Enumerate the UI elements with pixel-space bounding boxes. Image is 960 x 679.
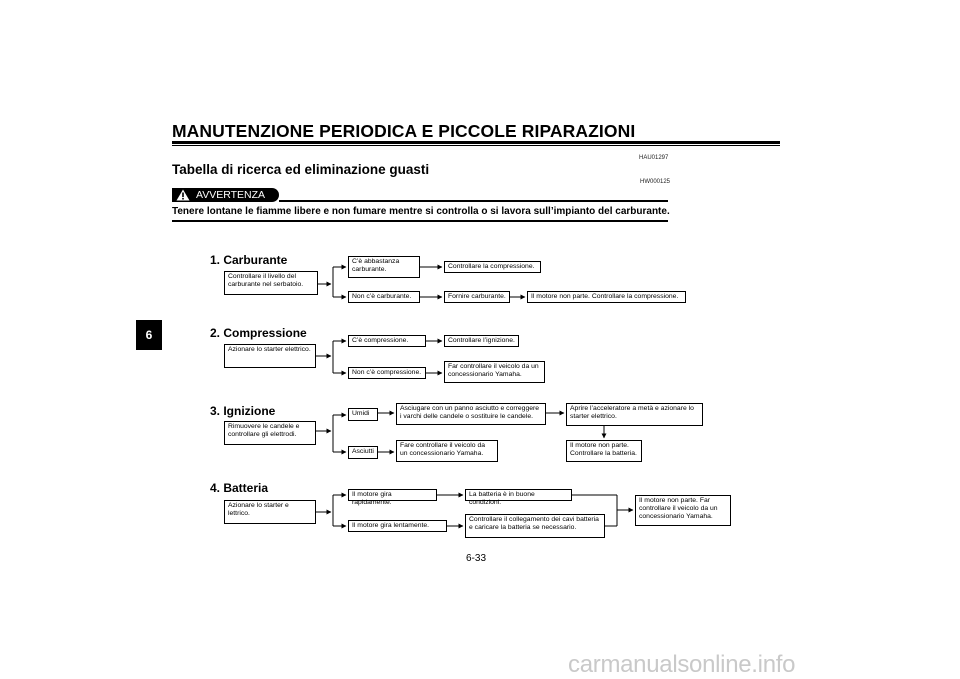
warning-text: Tenere lontane le fiamme libere e non fumare mentre si controlla o si lavora sull’impianto del carburante.	[172, 206, 670, 217]
compressione-yes-box: C’è compressione.	[348, 335, 426, 347]
compressione-yes-action-box: Controllare l’ignizione.	[444, 335, 519, 347]
section-title: Tabella di ricerca ed eliminazione guasti	[172, 162, 430, 177]
warning-code: HW000125	[640, 179, 671, 185]
compressione-start-box: Azionare lo starter elettrico.	[224, 344, 316, 368]
ignizione-dry-box: Asciutti	[348, 446, 378, 459]
compressione-no-action-box: Far controllare il veicolo da un concessionario Yamaha.	[444, 361, 545, 383]
section-code: HAU01297	[639, 155, 669, 161]
flow-title-batteria: 4. Batteria	[210, 481, 269, 495]
flow-title-ignizione: 3. Ignizione	[210, 404, 276, 418]
carburante-yes-box: C’è abbastanza carburante.	[348, 256, 420, 278]
flow-title-carburante: 1. Carburante	[210, 253, 288, 267]
page-number: 6-33	[466, 553, 487, 564]
ignizione-wet-result-box: Il motore non parte. Controllare la batteria.	[566, 440, 642, 462]
ignizione-start-box: Rimuovere le candele e controllare gli elettrodi.	[224, 421, 316, 445]
flow-title-compressione: 2. Compressione	[210, 326, 307, 340]
warning-label: AVVERTENZA	[196, 189, 266, 201]
batteria-fast-box: Il motore gira rapidamente.	[348, 489, 437, 501]
ignizione-wet-next-box: Aprire l’acceleratore a metà e azionare lo starter elettrico.	[566, 403, 703, 426]
batteria-start-box: Azionare lo starter e lettrico.	[224, 500, 316, 524]
batteria-fast-result-box: La batteria è in buone condizioni.	[465, 489, 572, 501]
carburante-no-result-box: Il motore non parte. Controllare la compressione.	[527, 291, 686, 303]
carburante-no-box: Non c’è carburante.	[348, 291, 420, 303]
carburante-yes-action-box: Controllare la compressione.	[444, 261, 541, 273]
carburante-start-box: Controllare il livello del carburante nel serbatoio.	[224, 271, 318, 295]
ignizione-wet-box: Umidi	[348, 408, 378, 421]
ignizione-wet-action-box: Asciugare con un panno asciutto e correggere i varchi delle candele o sostituire le candele.	[396, 403, 546, 425]
batteria-final-box: Il motore non parte. Far controllare il veicolo da un concessionario Yamaha.	[635, 495, 731, 526]
page-header: MANUTENZIONE PERIODICA E PICCOLE RIPARAZIONI	[172, 121, 636, 141]
batteria-slow-action-box: Controllare il collegamento dei cavi batteria e caricare la batteria se necessario.	[465, 514, 605, 538]
chapter-tab: 6	[136, 320, 162, 350]
carburante-no-action-box: Fornire carburante.	[444, 291, 510, 303]
batteria-slow-box: Il motore gira lentamente.	[348, 520, 447, 532]
compressione-no-box: Non c’è compressione.	[348, 367, 426, 379]
watermark: carmanualsonline.info	[568, 651, 796, 678]
ignizione-dry-action-box: Fare controllare il veicolo da un concessionario Yamaha.	[396, 440, 498, 462]
